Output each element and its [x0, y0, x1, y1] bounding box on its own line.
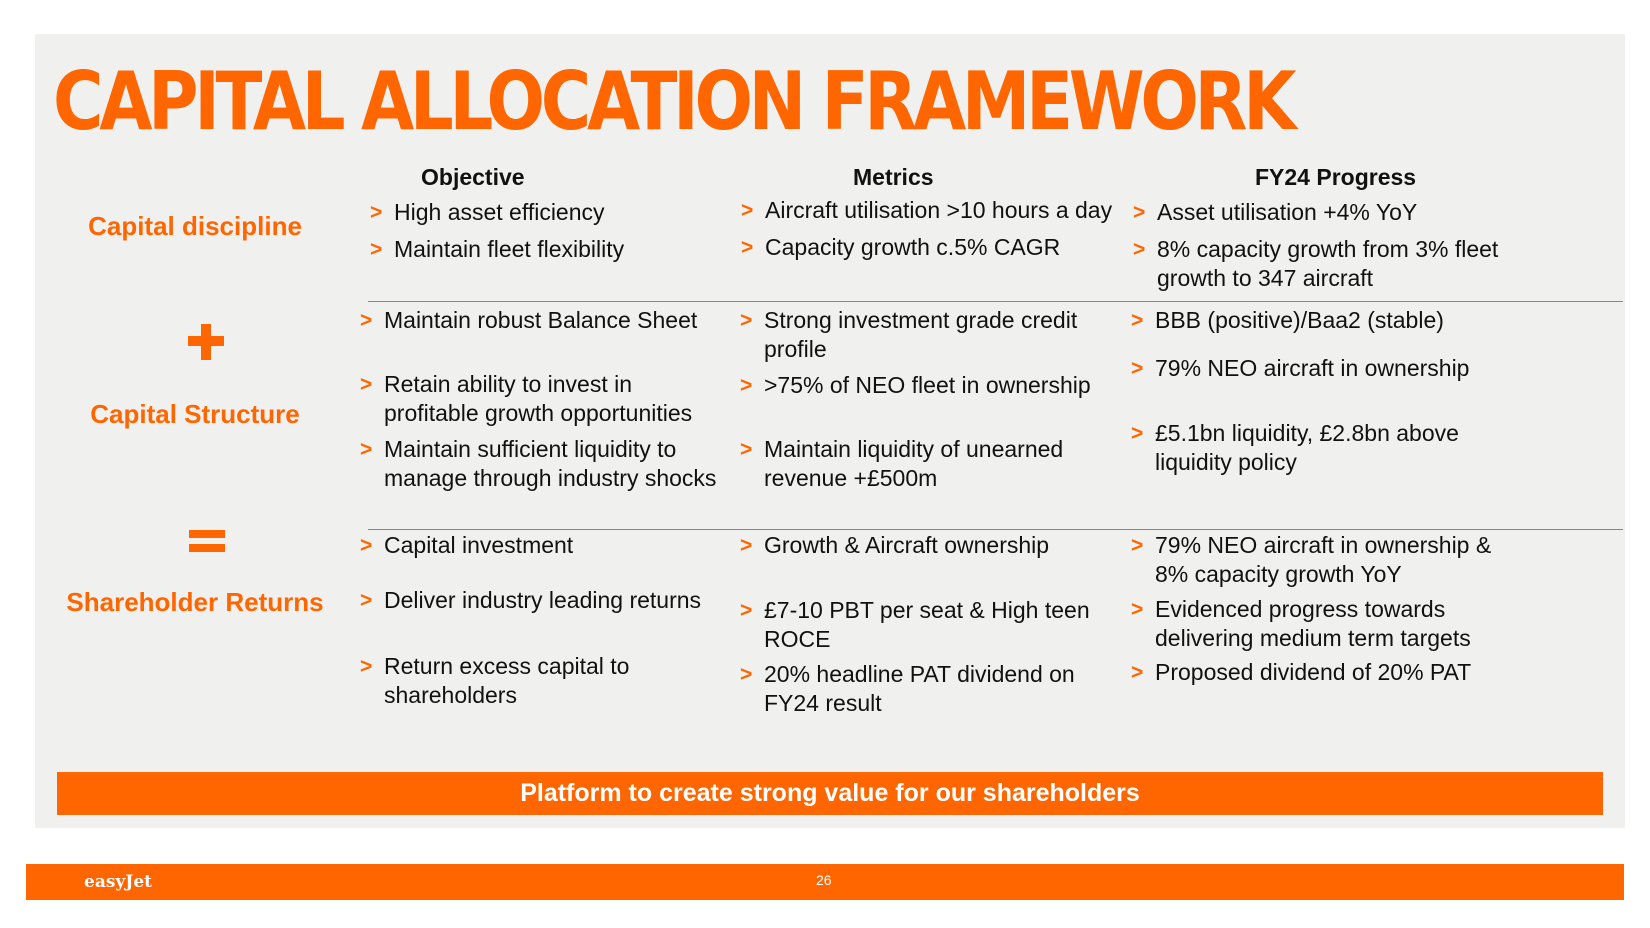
- metric-item: > >75% of NEO fleet in ownership: [740, 372, 1091, 398]
- objective-item: > Maintain fleet flexibility: [370, 236, 625, 262]
- bullet-arrow-icon: >: [1131, 598, 1144, 621]
- bullet-arrow-icon: >: [1131, 422, 1144, 445]
- metric-item: > 20% headline PAT dividend on FY24 result: [740, 661, 1075, 716]
- column-header-metrics: Metrics: [853, 164, 934, 190]
- progress-item: > 79% NEO aircraft in ownership & 8% capacity growth YoY: [1131, 532, 1492, 587]
- objective-item: > High asset efficiency: [370, 199, 605, 225]
- metric-item: > Maintain liquidity of unearned revenue +£500m: [740, 436, 1064, 491]
- bullet-arrow-icon: >: [740, 309, 753, 332]
- bullet-arrow-icon: >: [740, 374, 753, 397]
- progress-item: > Proposed dividend of 20% PAT: [1131, 659, 1472, 685]
- bullet-arrow-icon: >: [360, 438, 373, 461]
- bullet-arrow-icon: >: [360, 309, 373, 332]
- metric-item: > Growth & Aircraft ownership: [740, 532, 1050, 558]
- metric-item: > Capacity growth c.5% CAGR: [741, 234, 1061, 260]
- metric-item: > Strong investment grade credit profile: [740, 307, 1078, 362]
- bullet-arrow-icon: >: [1133, 201, 1146, 224]
- summary-banner: Platform to create strong value for our shareholders: [57, 772, 1603, 815]
- bullet-arrow-icon: >: [360, 373, 373, 396]
- bullet-arrow-icon: >: [360, 655, 373, 678]
- bullet-arrow-icon: >: [1131, 309, 1144, 332]
- bullet-arrow-icon: >: [1131, 661, 1144, 684]
- objective-item: > Retain ability to invest in profitable growth opportunities: [360, 371, 693, 426]
- objective-item: > Maintain robust Balance Sheet: [360, 307, 698, 333]
- bullet-arrow-icon: >: [360, 534, 373, 557]
- bullet-arrow-icon: >: [1131, 534, 1144, 557]
- slide-panel: [35, 34, 1625, 828]
- objective-item: > Return excess capital to shareholders: [360, 653, 630, 708]
- bullet-arrow-icon: >: [740, 663, 753, 686]
- progress-item: > Asset utilisation +4% YoY: [1133, 199, 1418, 225]
- column-header-objective: Objective: [421, 164, 525, 190]
- progress-item: > 8% capacity growth from 3% fleet growth to 347 aircraft: [1133, 236, 1499, 291]
- bullet-arrow-icon: >: [740, 599, 753, 622]
- row-label-capital-structure: Capital Structure: [90, 399, 300, 429]
- column-header-progress: FY24 Progress: [1255, 164, 1417, 190]
- metric-item: > £7-10 PBT per seat & High teen ROCE: [740, 597, 1090, 652]
- page-number: 26: [816, 872, 832, 888]
- bullet-arrow-icon: >: [740, 438, 753, 461]
- progress-item: > £5.1bn liquidity, £2.8bn above liquidity policy: [1131, 420, 1459, 475]
- objective-item: > Deliver industry leading returns: [360, 587, 702, 613]
- footer-bar: [26, 864, 1624, 900]
- bullet-arrow-icon: >: [1133, 238, 1146, 261]
- row-label-shareholder-returns: Shareholder Returns: [66, 587, 324, 617]
- bullet-arrow-icon: >: [741, 199, 754, 222]
- row-divider: [368, 301, 1623, 302]
- bullet-arrow-icon: >: [740, 534, 753, 557]
- progress-item: > Evidenced progress towards delivering medium term targets: [1131, 596, 1471, 651]
- bullet-arrow-icon: >: [741, 236, 754, 259]
- bullet-arrow-icon: >: [370, 201, 383, 224]
- progress-item: > 79% NEO aircraft in ownership: [1131, 355, 1470, 381]
- page-title: CAPITAL ALLOCATION FRAMEWORK: [53, 55, 1293, 148]
- bullet-arrow-icon: >: [360, 589, 373, 612]
- metric-item: > Aircraft utilisation >10 hours a day: [741, 197, 1113, 223]
- row-label-capital-discipline: Capital discipline: [88, 211, 302, 241]
- easyjet-logo: easyJet: [84, 872, 152, 892]
- progress-item: > BBB (positive)/Baa2 (stable): [1131, 307, 1444, 333]
- bullet-arrow-icon: >: [1131, 357, 1144, 380]
- row-divider: [368, 529, 1623, 530]
- bullet-arrow-icon: >: [370, 238, 383, 261]
- objective-item: > Capital investment: [360, 532, 574, 558]
- objective-item: > Maintain sufficient liquidity to manage through industry shocks: [360, 436, 717, 491]
